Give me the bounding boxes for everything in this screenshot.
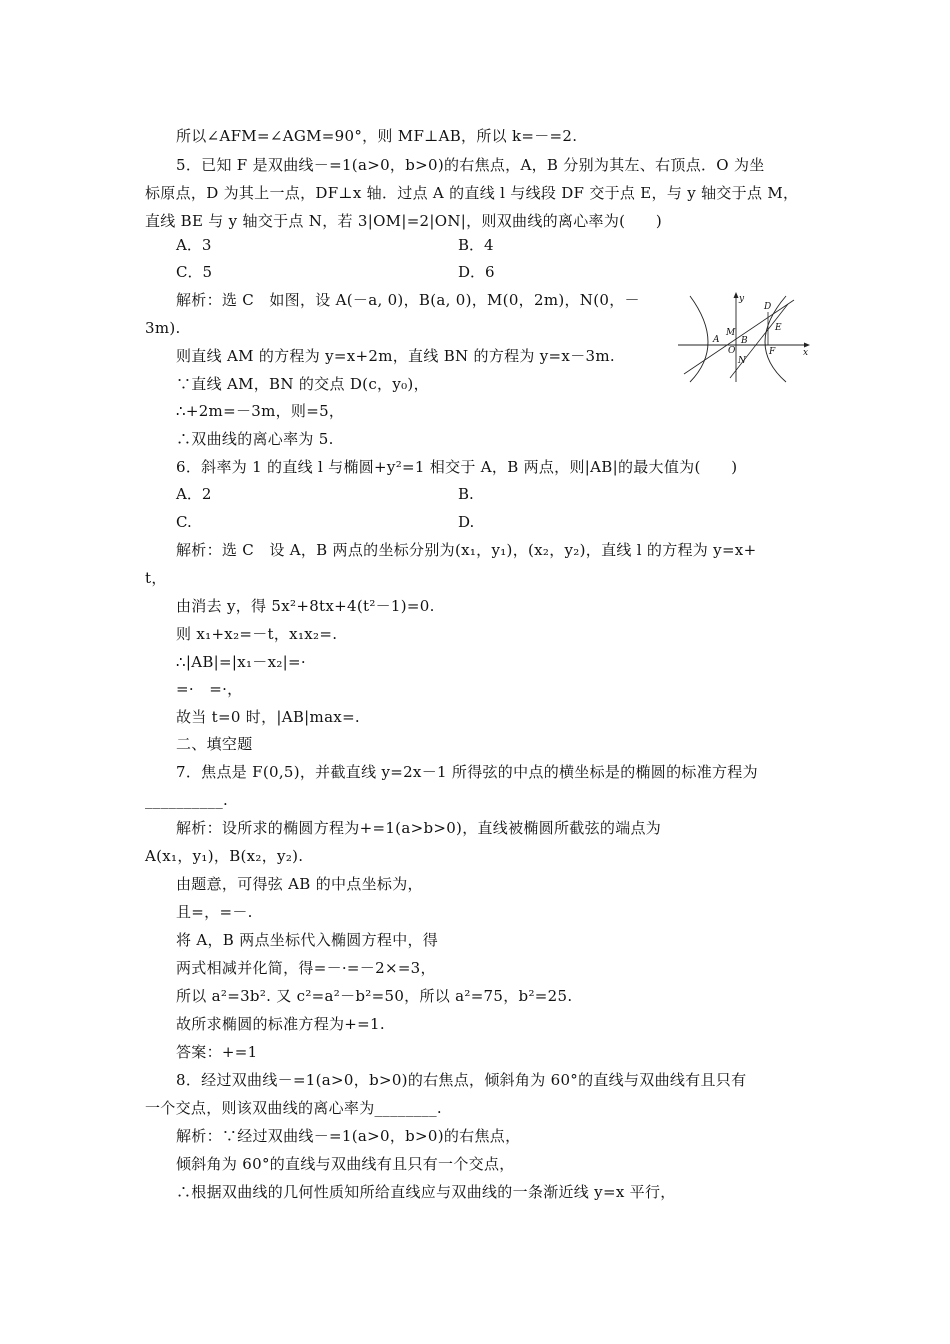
option-b: B．4 bbox=[458, 236, 494, 254]
option-a: A．3 bbox=[176, 236, 212, 254]
text-line: 故所求椭圆的标准方程为+=1. bbox=[176, 1015, 385, 1033]
option-b: B. bbox=[458, 485, 474, 503]
text-line: 故当 t=0 时，|AB|max=. bbox=[176, 708, 361, 726]
option-c: C．5 bbox=[176, 263, 213, 281]
question-7-line: 7．焦点是 F(0,5)，并截直线 y=2x－1 所得弦的中点的横坐标是的椭圆的标准方程为 bbox=[176, 763, 758, 781]
question-5-line: 5．已知 F 是双曲线－=1(a>0，b>0)的右焦点，A，B 分别为其左、右顶点．O 为坐 bbox=[176, 156, 765, 174]
y-axis-arrow bbox=[734, 292, 739, 298]
text-line: ∴双曲线的离心率为 5. bbox=[176, 430, 334, 448]
label-x: x bbox=[803, 348, 809, 358]
text-line: ∴根据双曲线的几何性质知所给直线应与双曲线的一条渐近线 y=x 平行， bbox=[176, 1183, 676, 1201]
solution-line: 解析：∵经过双曲线－=1(a>0，b>0)的右焦点， bbox=[176, 1127, 521, 1145]
hyperbola-figure bbox=[676, 292, 812, 384]
solution-line: 解析：选 C 设 A，B 两点的坐标分别为(x₁，y₁)，(x₂，y₂)，直线 l 的方程为 y=x+ bbox=[176, 541, 757, 559]
label-e: E bbox=[775, 323, 782, 333]
text-line: =· =·， bbox=[176, 680, 243, 698]
label-n: N bbox=[738, 356, 746, 366]
label-f: F bbox=[769, 347, 776, 357]
text-line: ∵直线 AM，BN 的交点 D(c，y₀)， bbox=[176, 375, 429, 393]
text-line: 且=，=－. bbox=[176, 903, 253, 921]
option-d: D．6 bbox=[458, 263, 495, 281]
text-line: 直线 BE 与 y 轴交于点 N，若 3|OM|=2|ON|，则双曲线的离心率为( ) bbox=[145, 212, 663, 230]
text-line: ∴+2m=－3m，则=5， bbox=[176, 402, 345, 420]
text-line: 所以∠AFM=∠AGM=90°，则 MF⊥AB，所以 k=－=2. bbox=[176, 127, 578, 145]
text-line: t， bbox=[145, 569, 167, 587]
option-c: C. bbox=[176, 513, 192, 531]
question-8-line: 8．经过双曲线－=1(a>0，b>0)的右焦点，倾斜角为 60°的直线与双曲线有且只有 bbox=[176, 1071, 747, 1089]
text-line: ∴|AB|=|x₁－x₂|=· bbox=[176, 653, 306, 671]
text-line: 一个交点，则该双曲线的离心率为________. bbox=[145, 1099, 442, 1117]
label-y: y bbox=[739, 294, 745, 304]
text-line: 则 x₁+x₂=－t，x₁x₂=. bbox=[176, 625, 338, 643]
x-axis-arrow bbox=[804, 343, 810, 348]
text-line: 由题意，可得弦 AB 的中点坐标为， bbox=[176, 875, 423, 893]
option-a: A．2 bbox=[176, 485, 212, 503]
text-line: 则直线 AM 的方程为 y=x+2m，直线 BN 的方程为 y=x－3m. bbox=[176, 347, 615, 365]
hyperbola-left-branch bbox=[690, 296, 708, 382]
text-line: 倾斜角为 60°的直线与双曲线有且只有一个交点， bbox=[176, 1155, 515, 1173]
text-line: 3m). bbox=[145, 319, 181, 337]
label-o: O bbox=[728, 346, 736, 356]
solution-line: 解析：选 C 如图，设 A(－a, 0)，B(a, 0)，M(0，2m)，N(0，－ bbox=[176, 291, 640, 309]
question-6-line: 6．斜率为 1 的直线 l 与椭圆+y²=1 相交于 A，B 两点，则|AB|的最大值为( ) bbox=[176, 458, 738, 476]
line-bn bbox=[730, 304, 788, 378]
text-line: 将 A，B 两点坐标代入椭圆方程中，得 bbox=[176, 931, 439, 949]
text-line: 两式相减并化简，得=－·=－2×=3， bbox=[176, 959, 436, 977]
solution-line: 解析：设所求的椭圆方程为+=1(a>b>0)，直线被椭圆所截弦的端点为 bbox=[176, 819, 662, 837]
text-line: 由消去 y，得 5x²+8tx+4(t²－1)=0. bbox=[176, 597, 435, 615]
text-line: A(x₁，y₁)，B(x₂，y₂). bbox=[145, 847, 304, 865]
label-b: B bbox=[741, 336, 748, 346]
label-a: A bbox=[713, 335, 720, 345]
text-line: 标原点，D 为其上一点，DF⊥x 轴．过点 A 的直线 l 与线段 DF 交于点 E，与 y 轴交于点 M， bbox=[145, 184, 799, 202]
label-d: D bbox=[764, 302, 772, 312]
section-heading: 二、填空题 bbox=[176, 735, 253, 753]
text-line: 所以 a²=3b². 又 c²=a²－b²=50，所以 a²=75，b²=25. bbox=[176, 987, 573, 1005]
label-m: M bbox=[726, 328, 736, 338]
answer-blank: __________. bbox=[145, 791, 229, 809]
option-d: D. bbox=[458, 513, 475, 531]
answer-line: 答案：+=1 bbox=[176, 1043, 258, 1061]
